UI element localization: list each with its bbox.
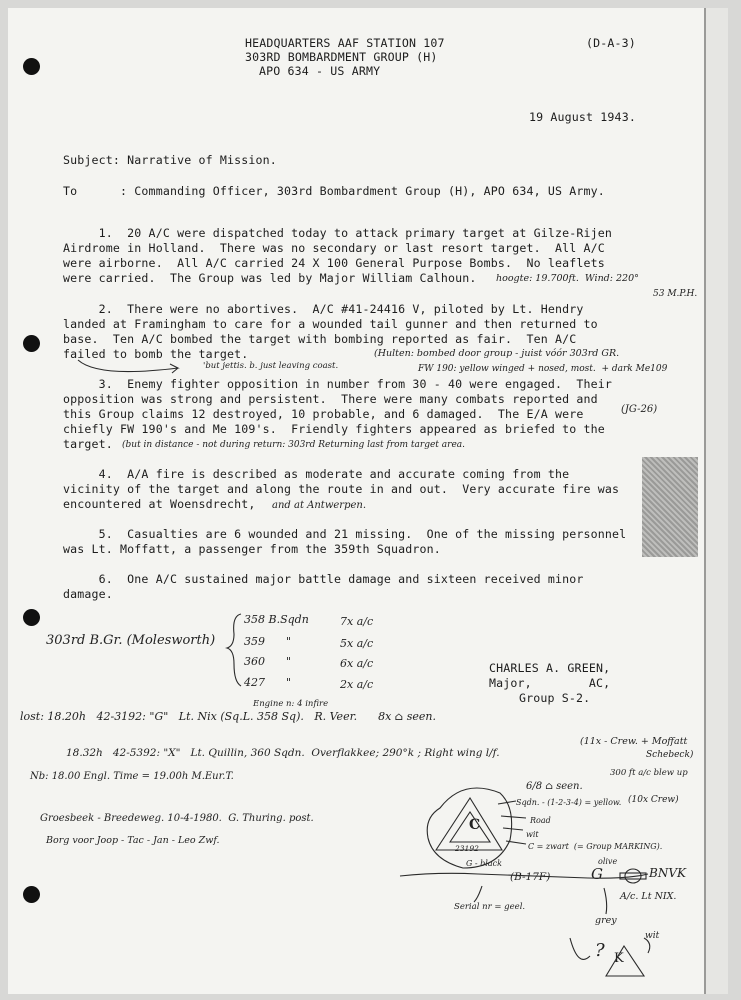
paragraph-1-line: were carried. The Group was led by Major William Calhoun. bbox=[63, 271, 477, 285]
sketch-label-serial: Serial nr = geel. bbox=[454, 902, 526, 912]
handwritten-note-altitude: hoogte: 19.700ft. Wind: 220° bbox=[496, 273, 639, 284]
paragraph-6-line: damage. bbox=[63, 587, 113, 601]
handwritten-note-jettison: 'but jettis. b. just leaving coast. bbox=[203, 361, 339, 371]
sketch-serial-number: 23192 bbox=[455, 844, 479, 853]
handwritten-engine-note: Engine n: 4 infire bbox=[253, 699, 329, 709]
sketch-letter-k: K bbox=[614, 951, 624, 966]
paragraph-5-line: 5. Casualties are 6 wounded and 21 missing. One of the missing personnel bbox=[63, 527, 627, 541]
squadron-aircraft-count: 5x a/c bbox=[340, 637, 374, 650]
handwritten-lost-aircraft-2: 18.32h 42-5392: "X" Lt. Quillin, 360 Sqdn. Overflakkee; 290°k ; Right wing l/f. bbox=[66, 747, 500, 759]
tail-circle bbox=[427, 788, 511, 868]
sketch-label-road: Road bbox=[530, 816, 551, 825]
tail-triangle-inner bbox=[450, 812, 490, 842]
sketch-label-grey: grey bbox=[595, 915, 617, 926]
serial-arrow bbox=[474, 886, 482, 902]
handwritten-lost-aircraft-1: lost: 18.20h 42-3192: "G" Lt. Nix (Sq.L. 358 Sq). R. Veer. 8x ⌂ seen. bbox=[20, 710, 436, 723]
paragraph-1-line: 1. 20 A/C were dispatched today to attack primary target at Gilze-Rijen bbox=[63, 226, 613, 240]
paragraph-2-line: landed at Framingham to care for a wounded tail gunner and then returned to bbox=[63, 317, 598, 331]
paragraph-2-line: base. Ten A/C bombed the target with bombing reported as fair. Ten A/C bbox=[63, 332, 577, 346]
handwritten-crew-note: (11x - Crew. + Moffatt bbox=[580, 736, 688, 747]
paragraph-2-line: 2. There were no abortives. A/C #41-24416 V, piloted by Lt. Hendry bbox=[63, 302, 584, 316]
sketch-label-code: BNVK bbox=[649, 866, 686, 880]
handwritten-source-note: Groesbeek - Breedeweg. 10-4-1980. G. Thuring. post. bbox=[40, 813, 314, 824]
margin-arrow bbox=[78, 360, 178, 373]
handwritten-blew-up-note: 300 ft a/c blew up bbox=[610, 768, 688, 778]
handwritten-note-hulten: (Hulten: bombed door group - juist vóór 303rd GR. bbox=[374, 348, 620, 359]
squadron-aircraft-count: 2x a/c bbox=[340, 678, 374, 691]
squadron-aircraft-count: 6x a/c bbox=[340, 657, 374, 670]
paragraph-3-line: this Group claims 12 destroyed, 10 probable, and 6 damaged. The E/A were bbox=[63, 407, 584, 421]
squadron-name: 360 " bbox=[244, 655, 292, 668]
handwritten-dedication-note: Borg voor Joop - Tac - Jan - Leo Zwf. bbox=[46, 835, 220, 846]
document-code: (D-A-3) bbox=[586, 36, 636, 50]
grey-arrow bbox=[604, 888, 607, 914]
squadron-name: 358 B.Sqdn bbox=[244, 613, 309, 626]
document-page bbox=[8, 8, 728, 994]
squadron-name: 427 " bbox=[244, 676, 292, 689]
paragraph-1-line: were airborne. All A/C carried 24 X 100 General Purpose Bombs. No leaflets bbox=[63, 256, 605, 270]
handwritten-time-note: Nb: 18.00 Engl. Time = 19.00h M.Eur.T. bbox=[30, 771, 234, 782]
sketch-letter-c: C bbox=[469, 817, 481, 833]
handwritten-sketches bbox=[8, 8, 728, 994]
letterhead-line-1: HEADQUARTERS AAF STATION 107 bbox=[245, 36, 445, 50]
sketch-label-group-marking: C = zwart (= Group MARKING). bbox=[528, 842, 663, 851]
paragraph-4-line: encountered at Woensdrecht, bbox=[63, 497, 256, 511]
k-triangle bbox=[606, 946, 644, 976]
handwritten-note-fw190: FW 190: yellow winged + nosed, most. + dark Me109 bbox=[418, 364, 668, 374]
handwritten-crew-count: (10x Crew) bbox=[628, 795, 679, 805]
signature-unit: Group S-2. bbox=[519, 691, 591, 705]
signature-rank: Major, AC, bbox=[489, 676, 611, 690]
sketch-label-g-black: G - black bbox=[466, 859, 502, 868]
squadron-brace bbox=[227, 614, 241, 686]
letterhead-line-3: APO 634 - US ARMY bbox=[259, 64, 381, 78]
sketch-label-wit: wit bbox=[526, 830, 539, 839]
letterhead-line-2: 303RD BOMBARDMENT GROUP (H) bbox=[245, 50, 438, 64]
handwritten-note-jg26: (JG-26) bbox=[621, 404, 658, 415]
handwritten-note-distance: (but in distance - not during return: 303rd Returning last from target area. bbox=[122, 440, 466, 450]
sketch-label-wit-2: wit bbox=[645, 931, 660, 941]
addressee-line: To : Commanding Officer, 303rd Bombardment Group (H), APO 634, US Army. bbox=[63, 184, 605, 198]
paragraph-3-line: target. bbox=[63, 437, 113, 451]
wit-arrow bbox=[644, 938, 650, 953]
handwritten-note-antwerpen: and at Antwerpen. bbox=[272, 500, 367, 511]
squadron-name: 359 " bbox=[244, 635, 292, 648]
squadron-aircraft-count: 7x a/c bbox=[340, 615, 374, 628]
roundel-bar bbox=[620, 873, 646, 879]
handwritten-note-wind: 53 M.P.H. bbox=[653, 289, 698, 299]
paragraph-1-line: Airdrome in Holland. There was no secondary or last resort target. All A/C bbox=[63, 241, 605, 255]
handwritten-crew-note-2: Schebeck) bbox=[646, 750, 694, 760]
paragraph-2-line: failed to bomb the target. bbox=[63, 347, 249, 361]
signature-name: CHARLES A. GREEN, bbox=[489, 661, 611, 675]
sketch-label-squadron: Sqdn. - (1-2-3-4) = yellow. bbox=[516, 798, 622, 807]
paragraph-3-line: chiefly FW 190's and Me 109's. Friendly fighters appeared as briefed to the bbox=[63, 422, 605, 436]
handwritten-group-label: 303rd B.Gr. (Molesworth) bbox=[46, 633, 216, 648]
small-oval bbox=[570, 938, 590, 959]
subject-line: Subject: Narrative of Mission. bbox=[63, 153, 277, 167]
handwritten-seen-note: 6/8 ⌂ seen. bbox=[526, 781, 583, 792]
paragraph-4-line: vicinity of the target and along the route in and out. Very accurate fire was bbox=[63, 482, 620, 496]
sketch-label-olive: olive bbox=[598, 857, 618, 866]
paragraph-6-line: 6. One A/C sustained major battle damage and sixteen received minor bbox=[63, 572, 584, 586]
aircraft-fuselage bbox=[400, 873, 648, 878]
paragraph-5-line: was Lt. Moffatt, a passenger from the 359th Squadron. bbox=[63, 542, 441, 556]
document-date: 19 August 1943. bbox=[529, 110, 636, 124]
sketch-label-aircraft: A/c. Lt NIX. bbox=[620, 891, 677, 902]
sketch-label-letter-g: G bbox=[591, 865, 603, 883]
sketch-label-aircraft-type: (B-17F) bbox=[510, 871, 551, 883]
sketch-question-mark: ? bbox=[595, 940, 605, 961]
paragraph-3-line: 3. Enemy fighter opposition in number from 30 - 40 were engaged. Their bbox=[63, 377, 613, 391]
paragraph-3-line: opposition was strong and persistent. There were many combats reported and bbox=[63, 392, 598, 406]
paragraph-4-line: 4. A/A fire is described as moderate and accurate coming from the bbox=[63, 467, 570, 481]
